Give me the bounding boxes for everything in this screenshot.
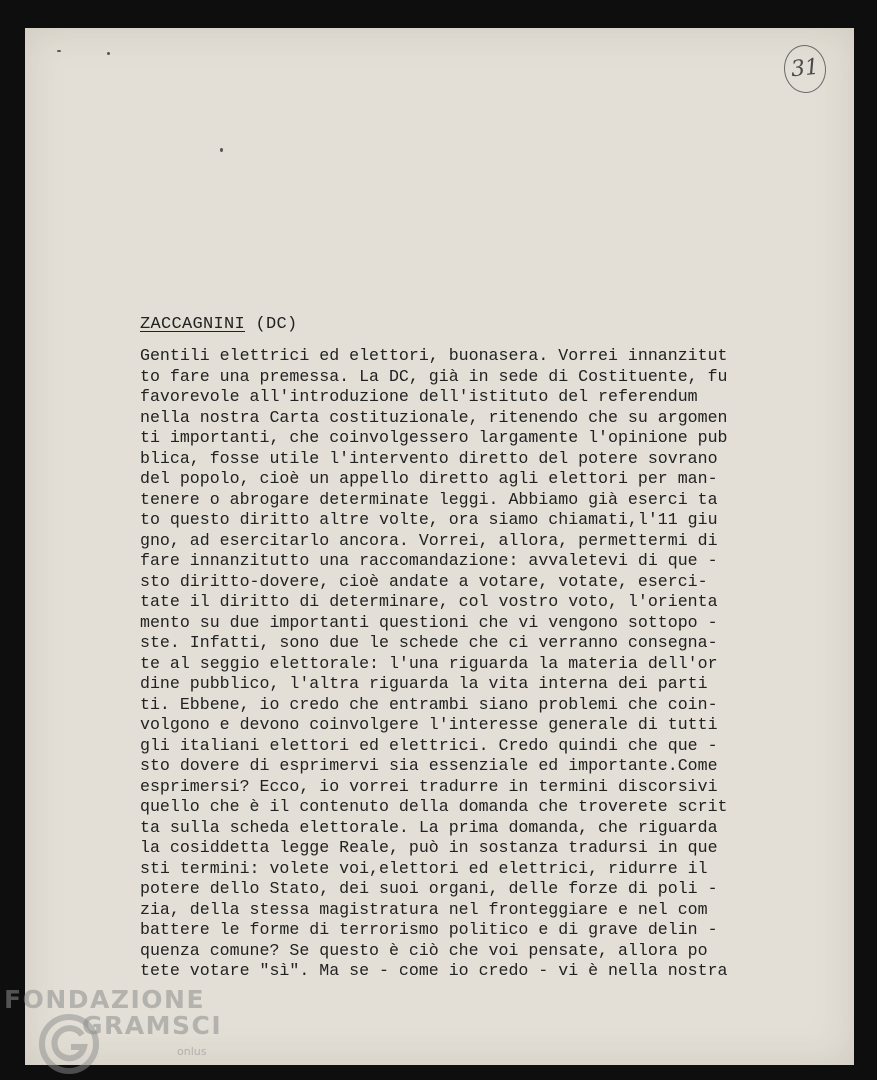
speaker-name: ZACCAGNINI	[140, 315, 246, 334]
transcript-line: quello che è il contenuto della domanda che troverete scrit	[140, 797, 728, 816]
transcript-line: sto dovere di esprimervi sia essenziale ed importante.Come	[140, 756, 718, 775]
watermark-line3: onlus	[177, 1045, 207, 1058]
transcript-line: battere le forme di terrorismo politico e di grave delin -	[140, 920, 718, 939]
transcript-line: favorevole all'introduzione dell'istituto del referendum	[140, 387, 698, 406]
transcript-line: nella nostra Carta costituzionale, ritenendo che su argomen	[140, 407, 728, 427]
transcript-line: Gentili elettrici ed elettori, buonasera. Vorrei innanzitut	[140, 346, 728, 365]
transcript-line: gli italiani elettori ed elettrici. Credo quindi che que -	[140, 735, 718, 755]
transcript-line: la cosiddetta legge Reale, può in sostanza tradursi in que	[140, 838, 718, 857]
transcript-line: fare innanzitutto una raccomandazione: avvaletevi di que -	[140, 551, 718, 570]
transcript-line: ste. Infatti, sono due le schede che ci verranno consegna-	[140, 633, 718, 652]
transcript-line: ta sulla scheda elettorale. La prima domanda, che riguarda	[140, 817, 718, 837]
transcript-line: te al seggio elettorale: l'una riguarda la materia dell'or	[140, 653, 718, 673]
transcript-line: tate il diritto di determinare, col vostro voto, l'orienta	[140, 592, 718, 611]
watermark-line2: GRAMSCI	[82, 1011, 223, 1040]
transcript-line: sti termini: volete voi,elettori ed elettrici, ridurre il	[140, 858, 708, 878]
transcript-line: zia, della stessa magistratura nel fronteggiare e nel com	[140, 899, 708, 919]
transcript-line: mento su due importanti questioni che vi vengono sottopo -	[140, 612, 718, 632]
transcript-line: tete votare "sì". Ma se - come io credo - vi è nella nostra	[140, 961, 728, 980]
transcript-line: to questo diritto altre volte, ora siamo chiamati,l'11 giu	[140, 510, 718, 529]
ink-speck	[220, 148, 223, 152]
watermark-line1: FONDAZIONE	[4, 985, 206, 1014]
transcript-line: dine pubblico, l'altra riguarda la vita interna dei parti	[140, 674, 708, 693]
handwritten-page-number: 31	[782, 43, 829, 95]
ink-speck	[57, 50, 61, 52]
speaker-heading	[140, 315, 298, 334]
transcript-line: tenere o abrogare determinate leggi. Abbiamo già eserci ta	[140, 489, 718, 509]
transcript-line: del popolo, cioè un appello diretto agli elettori per man-	[140, 469, 718, 488]
transcript-line: to fare una premessa. La DC, già in sede di Costituente, fu	[140, 366, 728, 386]
transcript-line: ti. Ebbene, io credo che entrambi siano problemi che coin-	[140, 694, 718, 714]
transcript-line: quenza comune? Se questo è ciò che voi pensate, allora po	[140, 940, 708, 960]
transcript-line: sto diritto-dovere, cioè andate a votare, votate, eserci-	[140, 571, 708, 591]
transcript-line: volgono e devono coinvolgere l'interesse generale di tutti	[140, 715, 718, 734]
transcript-line: blica, fosse utile l'intervento diretto del potere sovrano	[140, 448, 718, 468]
transcript-line: potere dello Stato, dei suoi organi, delle forze di poli -	[140, 879, 718, 898]
transcript-line: gno, ad esercitarlo ancora. Vorrei, allora, permettermi di	[140, 530, 718, 550]
transcript-line: esprimersi? Ecco, io vorrei tradurre in termini discorsivi	[140, 776, 718, 796]
transcript-body	[140, 346, 780, 982]
ink-speck	[107, 52, 110, 55]
transcript-line: ti importanti, che coinvolgessero largamente l'opinione pub	[140, 428, 728, 447]
speaker-party: (DC)	[255, 315, 298, 334]
